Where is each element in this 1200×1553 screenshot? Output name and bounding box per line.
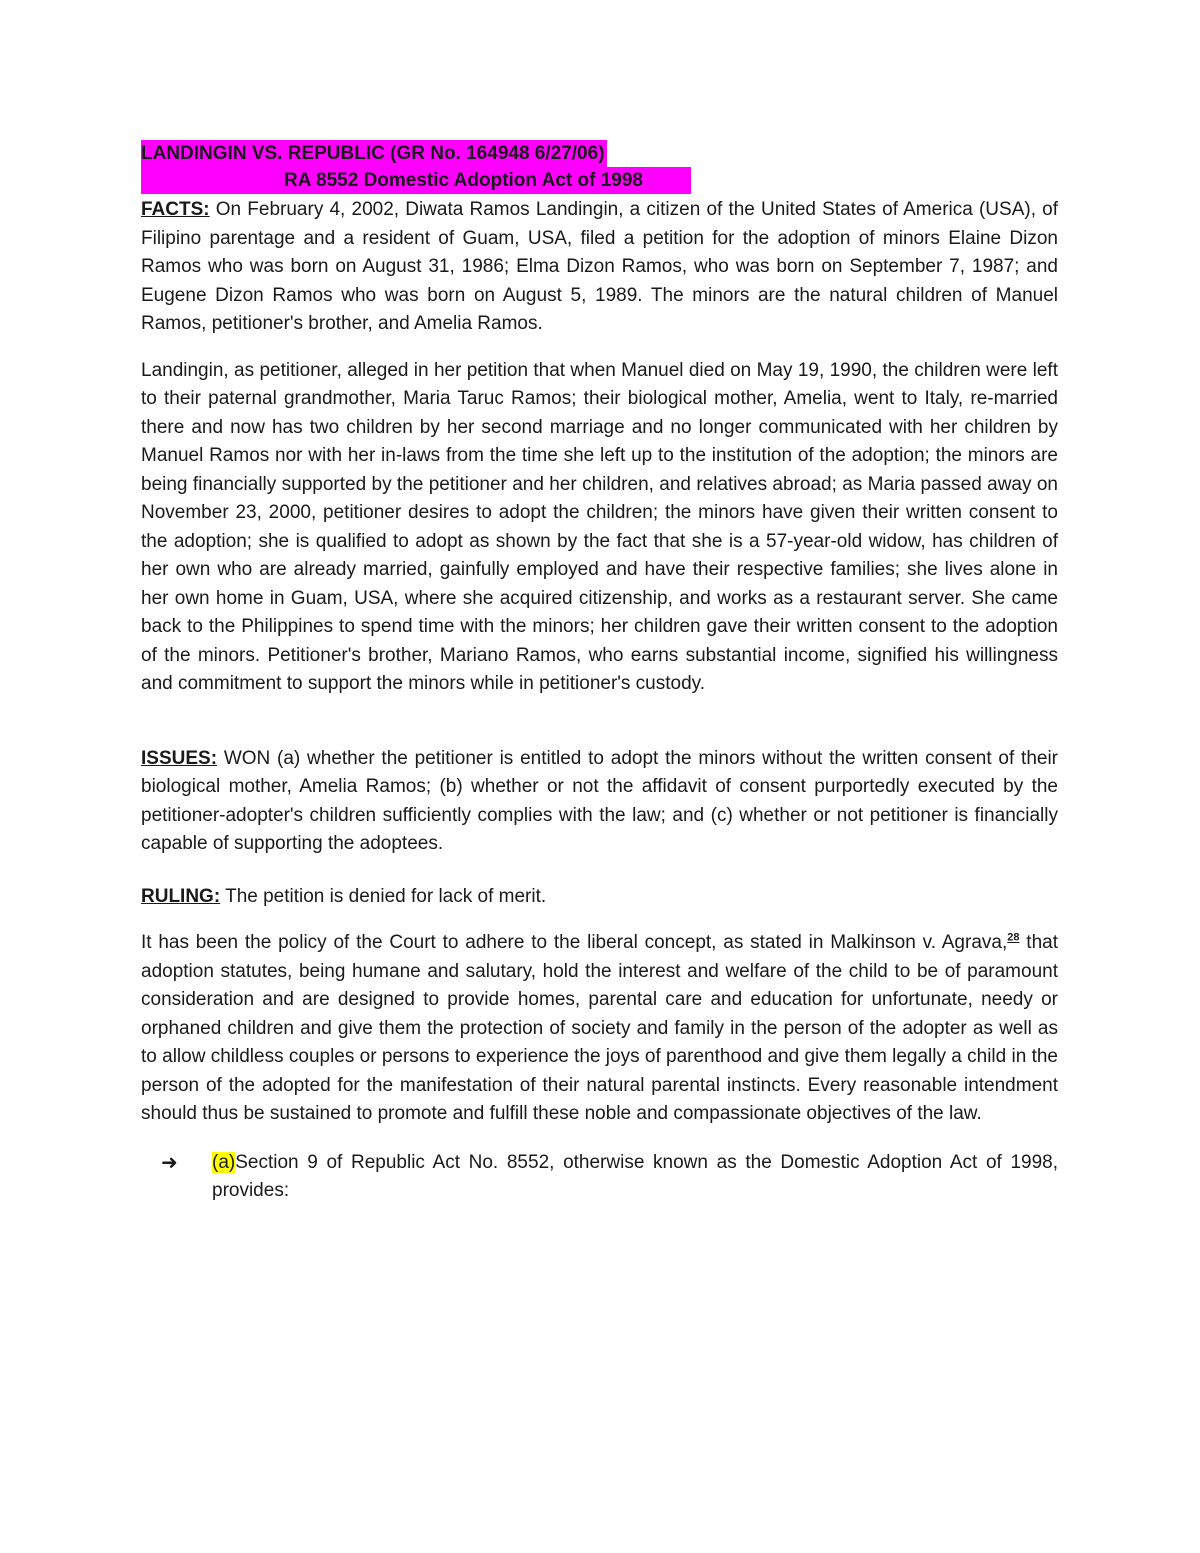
ruling-text-before: It has been the policy of the Court to adhere to the liberal concept, as stated in Malkinson v. Agrava, (141, 932, 1008, 953)
facts-paragraph (141, 196, 1058, 339)
law-title: RA 8552 Domestic Adoption Act of 1998 (141, 167, 691, 194)
issues-label: ISSUES: (141, 747, 218, 769)
bullet-text: Section 9 of Republic Act No. 8552, otherwise known as the Domestic Adoption Act of 1998, provides: (212, 1151, 1058, 1201)
footnote-ref[interactable]: 28 (1007, 931, 1020, 944)
bullet-marker: (a) (212, 1151, 236, 1173)
law-title-line (141, 167, 1058, 194)
ruling-text-after: that adoption statutes, being humane and salutary, hold the interest and welfare of the child to be of paramount consideration and are designed to provide homes, parental care and education for unfortunate, needy or orphaned children and give them the protection of society and family in the person of the adopter as well as to allow childless couples or persons to experience the joys of parenthood and give them legally a child in the person of the adopted for the manifestation of their natural parental instincts. Every reasonable intendment should thus be sustained to promote and fulfill these noble and compassionate objectives of the law. (141, 932, 1058, 1124)
facts-label: FACTS: (141, 199, 210, 220)
facts-paragraph-2: Landingin, as petitioner, alleged in her petition that when Manuel died on May 19, 1990, the children were left to their paternal grandmother, Maria Taruc Ramos; their biological mother, Amelia, went to Italy, re-married there and now has two children by her second marriage and no longer communicated with her children by Manuel Ramos nor with her in-laws from the time she left up to the institution of the adoption; the minors are being financially supported by the petitioner and her children, and relatives abroad; as Maria passed away on November 23, 2000, petitioner desires to adopt the children; the minors have given their written consent to the adoption; she is qualified to adopt as shown by the fact that she is a 57-year-old widow, has children of her own who are already married, gainfully employed and have their respective families; she lives alone in her own home in Guam, USA, where she acquired citizenship, and works as a restaurant server. She came back to the Philippines to spend time with the minors; her children gave their written consent to the adoption of the minors. Petitioner's brother, Mariano Ramos, who earns substantial income, signified his willingness and commitment to support the minors while in petitioner's custody. (141, 359, 1058, 694)
case-title-line (141, 140, 1058, 167)
ruling-paragraph (141, 883, 1058, 912)
bullet-paragraph (212, 1149, 1058, 1206)
issues-paragraph (141, 745, 1058, 859)
case-title: LANDINGIN VS. REPUBLIC (GR No. 164948 6/27/06) (141, 140, 607, 167)
ruling-paragraph-2 (141, 929, 1058, 1129)
ruling-label: RULING: (141, 885, 221, 907)
facts-text: On February 4, 2002, Diwata Ramos Landingin, a citizen of the United States of America (USA), of Filipino parentage and a resident of Guam, USA, filed a petition for the adoption of minors Elaine Dizon Ramos who was born on August 31, 1986; Elma Dizon Ramos, who was born on September 7, 1987; and Eugene Dizon Ramos who was born on August 5, 1989. The minors are the natural children of Manuel Ramos, petitioner's brother, and Amelia Ramos. (141, 199, 1058, 334)
document-page (141, 140, 1058, 1206)
arrow-right-icon: ➜ (161, 1151, 178, 1174)
ruling-text: The petition is denied for lack of merit. (220, 885, 547, 907)
bullet-item (141, 1149, 1058, 1206)
issues-text: WON (a) whether the petitioner is entitled to adopt the minors without the written consent of their biological mother, Amelia Ramos; (b) whether or not the affidavit of consent purportedly executed by the petitioner-adopter's children sufficiently complies with the law; and (c) whether or not petitioner is financially capable of supporting the adoptees. (141, 747, 1058, 854)
